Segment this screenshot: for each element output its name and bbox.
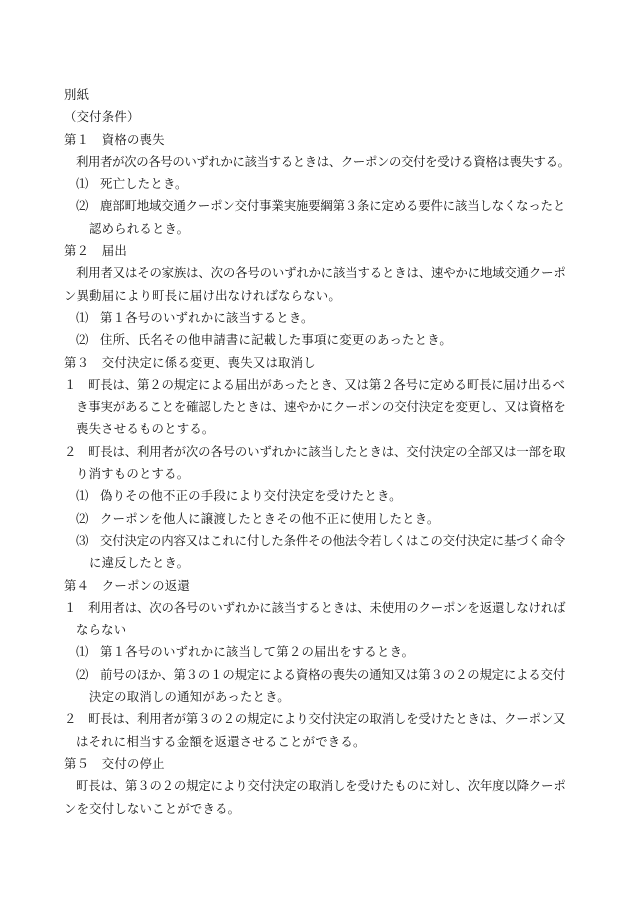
item-text: 偽りその他不正の手段により交付決定を受けたとき。: [100, 488, 402, 504]
item-text: 前号のほか、第３の１の規定による資格の喪失の通知又は第３の２の規定による交付: [100, 666, 566, 682]
list-item: [0, 641, 630, 663]
paragraph-line: き事実があることを確認したときは、速やかにクーポンの交付決定を変更し、又は資格を: [76, 399, 566, 415]
numbered-paragraph: [0, 708, 630, 730]
paragraph-number: １: [64, 599, 77, 615]
attachment-label: 別紙: [64, 87, 90, 102]
item-mark: ⑵: [76, 332, 89, 348]
list-item: [0, 530, 630, 552]
paragraph-line: ならない: [76, 622, 127, 638]
section-heading: 第２ 届出: [64, 243, 127, 259]
item-mark: ⑶: [76, 532, 89, 548]
item-text: 死亡したとき。: [100, 176, 188, 192]
paragraph-line: 町長は、第２の規定による届出があったとき、又は第２各号に定める町長に届け出るべ: [88, 376, 565, 392]
item-continuation: 決定の取消しの通知があったとき。: [89, 689, 290, 705]
item-mark: ⑴: [76, 644, 89, 660]
paragraph-number: ２: [64, 443, 77, 459]
paragraph-line: はそれに相当する金額を返還させることができる。: [76, 733, 366, 749]
item-mark: ⑴: [76, 309, 89, 325]
item-continuation: 認められるとき。: [89, 220, 190, 236]
paragraph-line: 町長は、利用者が第３の２の規定により交付決定の取消しを受けたときは、クーポン又: [88, 711, 566, 727]
paragraph-number: １: [64, 376, 77, 392]
list-item: [0, 508, 630, 530]
item-mark: ⑵: [76, 666, 89, 682]
paragraph-line: 町長は、利用者が次の各号のいずれかに該当したときは、交付決定の全部又は一部を取: [88, 443, 566, 459]
item-continuation: に違反したとき。: [89, 555, 190, 571]
document-page: [0, 84, 630, 820]
document-subtitle: （交付条件）: [64, 109, 140, 125]
section-lead: 利用者が次の各号のいずれかに該当するときは、クーポンの交付を受ける資格は喪失する。: [76, 153, 570, 169]
item-text: 第１各号のいずれかに該当するとき。: [100, 309, 314, 325]
numbered-paragraph: [0, 441, 630, 463]
paragraph-line: 喪失させるものとする。: [76, 421, 215, 437]
item-mark: ⑴: [76, 488, 89, 504]
item-text: 鹿部町地域交通クーポン交付事業実施要綱第３条に定める要件に該当しなくなったと: [100, 198, 566, 214]
item-mark: ⑵: [76, 198, 89, 214]
section-lead-continuation: ンを交付しないことができる。: [64, 800, 241, 816]
list-item: [0, 485, 630, 507]
section-heading: 第１ 資格の喪失: [64, 131, 165, 147]
paragraph-number: ２: [64, 711, 77, 727]
item-text: 住所、氏名その他申請書に記載した事項に変更のあったとき。: [100, 332, 452, 348]
paragraph-line: 利用者は、次の各号のいずれかに該当するときは、未使用のクーポンを返還しなければ: [88, 599, 566, 615]
section-lead: 利用者又はその家族は、次の各号のいずれかに該当するときは、速やかに地域交通クーポ: [76, 265, 566, 281]
numbered-paragraph: [0, 597, 630, 619]
item-text: 第１各号のいずれかに該当して第２の届出をするとき。: [100, 644, 415, 660]
section-lead-continuation: ン異動届により町長に届け出なければならない。: [64, 287, 341, 303]
item-text: 交付決定の内容又はこれに付した条件その他法令若しくはこの交付決定に基づく命令: [100, 532, 566, 548]
numbered-paragraph: [0, 374, 630, 396]
list-item: [0, 195, 630, 217]
section-lead: 町長は、第３の２の規定により交付決定の取消しを受けたものに対し、次年度以降クーポ: [76, 778, 566, 794]
paragraph-line: り消すものとする。: [76, 466, 190, 482]
item-text: クーポンを他人に譲渡したときその他不正に使用したとき。: [100, 510, 440, 526]
item-mark: ⑴: [76, 176, 89, 192]
list-item: [0, 307, 630, 329]
section-heading: 第５ 交付の停止: [64, 755, 165, 771]
section-heading: 第３ 交付決定に係る変更、喪失又は取消し: [64, 354, 316, 370]
list-item: [0, 173, 630, 195]
list-item: [0, 329, 630, 351]
item-mark: ⑵: [76, 510, 89, 526]
list-item: [0, 664, 630, 686]
section-heading: 第４ クーポンの返還: [64, 577, 190, 593]
